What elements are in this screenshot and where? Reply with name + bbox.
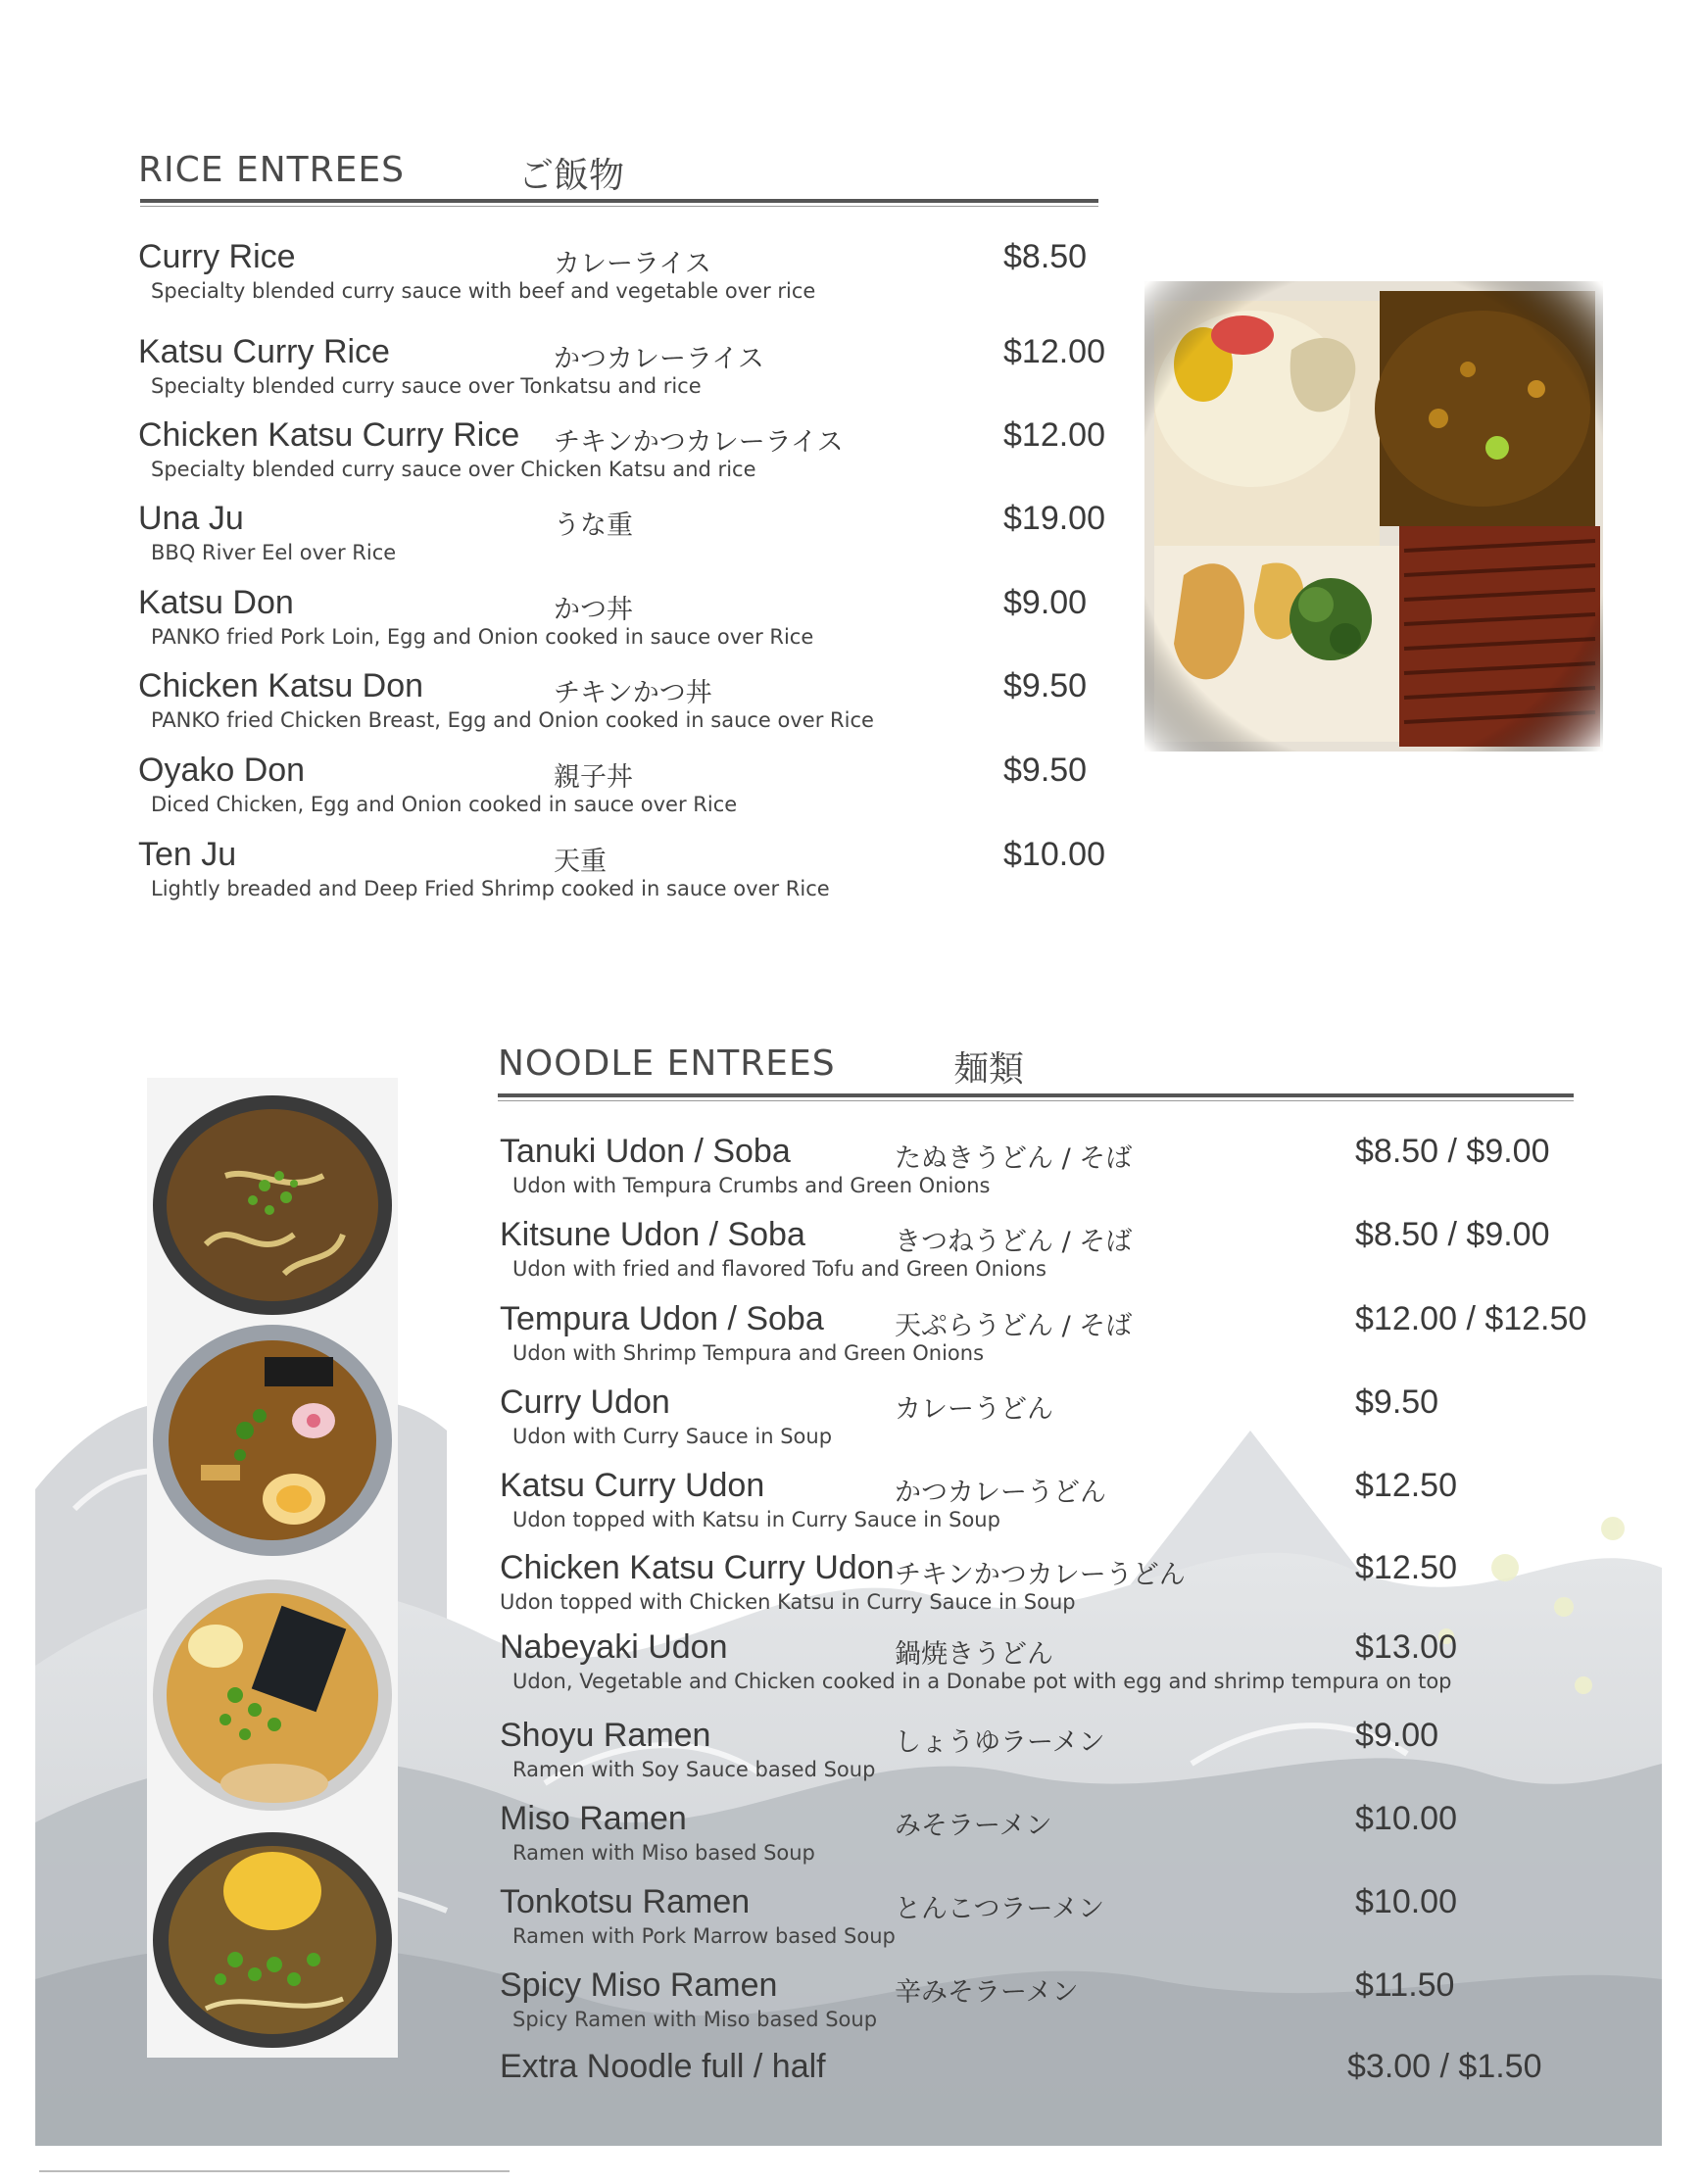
item-name-jp: みそラーメン (895, 1811, 1052, 1841)
item-description: PANKO fried Pork Loin, Egg and Onion cooked in sauce over Rice (151, 625, 814, 649)
item-name: Extra Noodle full / half (500, 2048, 826, 2085)
item-name: Tonkotsu Ramen (500, 1883, 751, 1920)
item-name-jp: たぬきうどん / そば (895, 1143, 1133, 1174)
item-price: $19.00 (1003, 500, 1105, 537)
item-description: Udon topped with Chicken Katsu in Curry Sauce in Soup (500, 1590, 1076, 1614)
item-name-jp: チキンかつカレーライス (554, 427, 844, 458)
item-price: $12.50 (1355, 1549, 1457, 1586)
item-description: Lightly breaded and Deep Fried Shrimp cooked in sauce over Rice (151, 877, 830, 900)
item-name-jp: 天ぷらうどん / そば (895, 1311, 1133, 1341)
item-name: Katsu Don (138, 584, 294, 621)
item-price: $12.00 / $12.50 (1355, 1300, 1587, 1337)
item-price: $10.00 (1003, 836, 1105, 873)
item-description: Specialty blended curry sauce over Chicken Katsu and rice (151, 458, 756, 481)
item-price: $11.50 (1355, 1966, 1455, 2004)
item-price: $10.00 (1355, 1800, 1457, 1837)
item-price: $12.50 (1355, 1467, 1457, 1504)
item-price: $13.00 (1355, 1628, 1457, 1666)
item-name: Tanuki Udon / Soba (500, 1133, 791, 1170)
item-description: PANKO fried Chicken Breast, Egg and Onion cooked in sauce over Rice (151, 708, 874, 732)
rice-section-rule (140, 199, 1098, 203)
item-name-jp: かつ丼 (554, 595, 633, 625)
item-description: Spicy Ramen with Miso based Soup (512, 2008, 878, 2031)
item-name-jp: きつねうどん / そば (895, 1227, 1133, 1257)
item-description: Udon, Vegetable and Chicken cooked in a Donabe pot with egg and shrimp tempura on top (512, 1670, 1452, 1693)
item-name: Kitsune Udon / Soba (500, 1216, 805, 1253)
item-price: $12.00 (1003, 333, 1105, 370)
item-description: Diced Chicken, Egg and Onion cooked in sauce over Rice (151, 793, 738, 816)
item-name: Curry Udon (500, 1383, 670, 1421)
item-name: Chicken Katsu Curry Rice (138, 416, 520, 454)
item-name-jp: チキンかつカレーうどん (895, 1560, 1186, 1590)
item-description: Udon with fried and flavored Tofu and Green Onions (512, 1257, 1046, 1281)
item-price: $9.50 (1355, 1383, 1439, 1421)
noodle-bowls-photo (147, 1078, 398, 2058)
item-name-jp: 天重 (554, 847, 607, 877)
item-name: Una Ju (138, 500, 244, 537)
item-name-jp: とんこつラーメン (895, 1894, 1105, 1924)
item-price: $9.00 (1355, 1717, 1439, 1754)
item-name: Curry Rice (138, 238, 296, 275)
item-name-jp: チキンかつ丼 (554, 678, 712, 708)
item-name: Miso Ramen (500, 1800, 687, 1837)
item-price: $9.50 (1003, 667, 1088, 704)
item-name: Oyako Don (138, 752, 306, 789)
item-description: Specialty blended curry sauce with beef and vegetable over rice (151, 279, 816, 303)
item-description: Ramen with Miso based Soup (512, 1841, 815, 1865)
rice-section-title-jp: ご飯物 (518, 156, 625, 196)
page-bottom-rule (39, 2170, 510, 2172)
item-name-jp: カレーうどん (895, 1394, 1053, 1425)
item-description: BBQ River Eel over Rice (151, 541, 397, 564)
item-description: Ramen with Soy Sauce based Soup (512, 1758, 876, 1781)
item-name: Shoyu Ramen (500, 1717, 711, 1754)
noodle-section-rule-thin (498, 1100, 1574, 1101)
item-name-jp: しょうゆラーメン (895, 1727, 1105, 1758)
item-name: Ten Ju (138, 836, 237, 873)
item-price: $9.50 (1003, 752, 1088, 789)
noodle-section-rule (498, 1093, 1574, 1097)
item-name-jp: 親子丼 (554, 762, 633, 793)
rice-dish-photo (1144, 281, 1603, 752)
item-name-jp: かつカレーうどん (895, 1478, 1106, 1508)
item-name: Chicken Katsu Curry Udon (500, 1549, 895, 1586)
item-description: Udon with Tempura Crumbs and Green Onions (512, 1174, 991, 1197)
item-description: Udon topped with Katsu in Curry Sauce in Soup (512, 1508, 1000, 1531)
noodle-section-title: NOODLE ENTREES (498, 1043, 836, 1084)
item-name: Katsu Curry Rice (138, 333, 390, 370)
item-name-jp: うな重 (554, 510, 633, 541)
item-description: Udon with Shrimp Tempura and Green Onions (512, 1341, 985, 1365)
item-price: $10.00 (1355, 1883, 1457, 1920)
item-price: $8.50 / $9.00 (1355, 1133, 1550, 1170)
item-name-jp: カレーライス (554, 249, 711, 279)
item-description: Udon with Curry Sauce in Soup (512, 1425, 833, 1448)
item-price: $8.50 / $9.00 (1355, 1216, 1550, 1253)
rice-section-title: RICE ENTREES (138, 150, 405, 190)
item-price: $8.50 (1003, 238, 1088, 275)
item-price: $9.00 (1003, 584, 1088, 621)
item-price: $3.00 / $1.50 (1347, 2048, 1542, 2085)
item-name: Spicy Miso Ramen (500, 1966, 778, 2004)
item-name-jp: 辛みそラーメン (895, 1977, 1079, 2008)
item-description: Specialty blended curry sauce over Tonkatsu and rice (151, 374, 702, 398)
rice-section-rule-thin (140, 206, 1098, 207)
item-name-jp: 鍋焼きうどん (895, 1639, 1053, 1670)
item-price: $12.00 (1003, 416, 1105, 454)
item-description: Ramen with Pork Marrow based Soup (512, 1924, 896, 1948)
item-name: Tempura Udon / Soba (500, 1300, 824, 1337)
item-name: Chicken Katsu Don (138, 667, 424, 704)
item-name: Katsu Curry Udon (500, 1467, 765, 1504)
noodle-section-title-jp: 麺類 (953, 1049, 1025, 1090)
item-name-jp: かつカレーライス (554, 344, 764, 374)
item-name: Nabeyaki Udon (500, 1628, 728, 1666)
